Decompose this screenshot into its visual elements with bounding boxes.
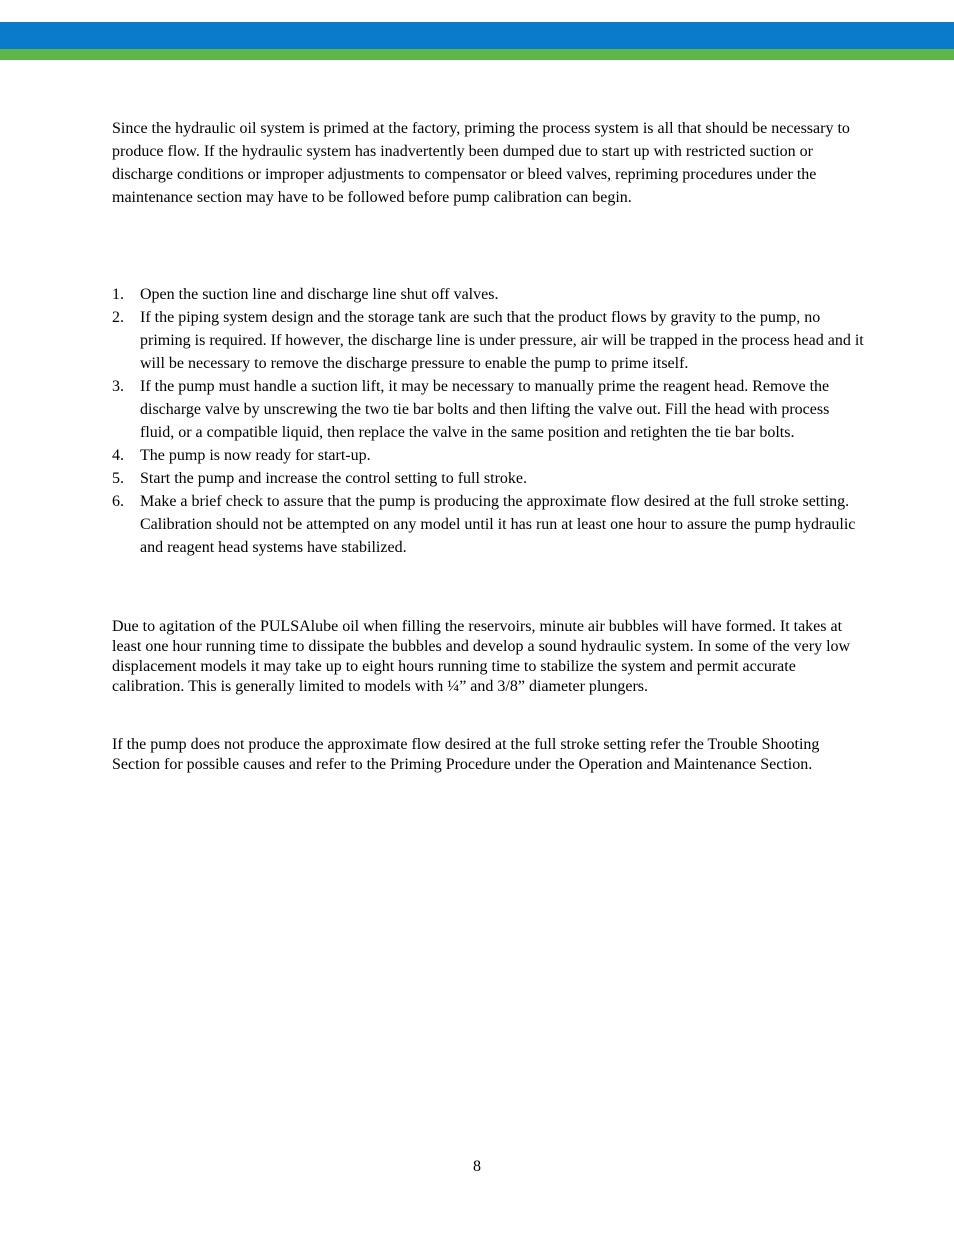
list-item <box>112 490 864 559</box>
list-item <box>112 306 864 375</box>
step-text: Make a brief check to assure that the pump is producing the approximate flow desired at the full stroke setting. Calibration should not be attempted on any model until it has run at least one hour to assure the pump hydraulic and reagent head systems have stabilized. <box>140 493 856 556</box>
step-text: The pump is now ready for start-up. <box>140 447 371 464</box>
header-band-blue <box>0 22 954 49</box>
priming-steps-list <box>112 283 864 559</box>
list-item <box>112 283 864 306</box>
list-item <box>112 467 864 490</box>
header-band-green <box>0 49 954 60</box>
step-text: If the piping system design and the storage tank are such that the product flows by gravity to the pump, no priming is required. If however, the discharge line is under pressure, air will be trapped in the process head and it will be necessary to remove the discharge pressure to enable the pump to prime itself. <box>140 309 864 372</box>
list-item <box>112 375 864 444</box>
step-text: If the pump must handle a suction lift, it may be necessary to manually prime the reagent head. Remove the discharge valve by unscrewing the two tie bar bolts and then lifting the valve out. Fill the head with process fluid, or a compatible liquid, then replace the valve in the same position and retighten the tie bar bolts. <box>140 378 830 441</box>
step-number: 1. <box>112 286 124 303</box>
agitation-paragraph: Due to agitation of the PULSAlube oil when filling the reservoirs, minute air bubbles will have formed. It takes at least one hour running time to dissipate the bubbles and develop a sound hydraulic system. In some of the very low displacement models it may take up to eight hours running time to stabilize the system and permit accurate calibration. This is generally limited to models with ¼” and 3/8” diameter plungers. <box>112 618 851 695</box>
troubleshooting-paragraph: If the pump does not produce the approximate flow desired at the full stroke setting refer the Trouble Shooting Section for possible causes and refer to the Priming Procedure under the Operation and Maintenance Section. <box>112 736 820 773</box>
list-item <box>112 444 864 467</box>
step-number: 3. <box>112 378 124 395</box>
step-number: 2. <box>112 309 124 326</box>
page-number: 8 <box>473 1158 481 1175</box>
step-number: 6. <box>112 493 124 510</box>
intro-paragraph: Since the hydraulic oil system is primed at the factory, priming the process system is all that should be necessary to produce flow. If the hydraulic system has inadvertently been dumped due to start up with restricted suction or discharge conditions or improper adjustments to compensator or bleed valves, repriming procedures under the maintenance section may have to be followed before pump calibration can begin. <box>112 120 850 206</box>
step-text: Start the pump and increase the control setting to full stroke. <box>140 470 528 487</box>
step-number: 5. <box>112 470 124 487</box>
step-number: 4. <box>112 447 124 464</box>
step-text: Open the suction line and discharge line shut off valves. <box>140 286 499 303</box>
